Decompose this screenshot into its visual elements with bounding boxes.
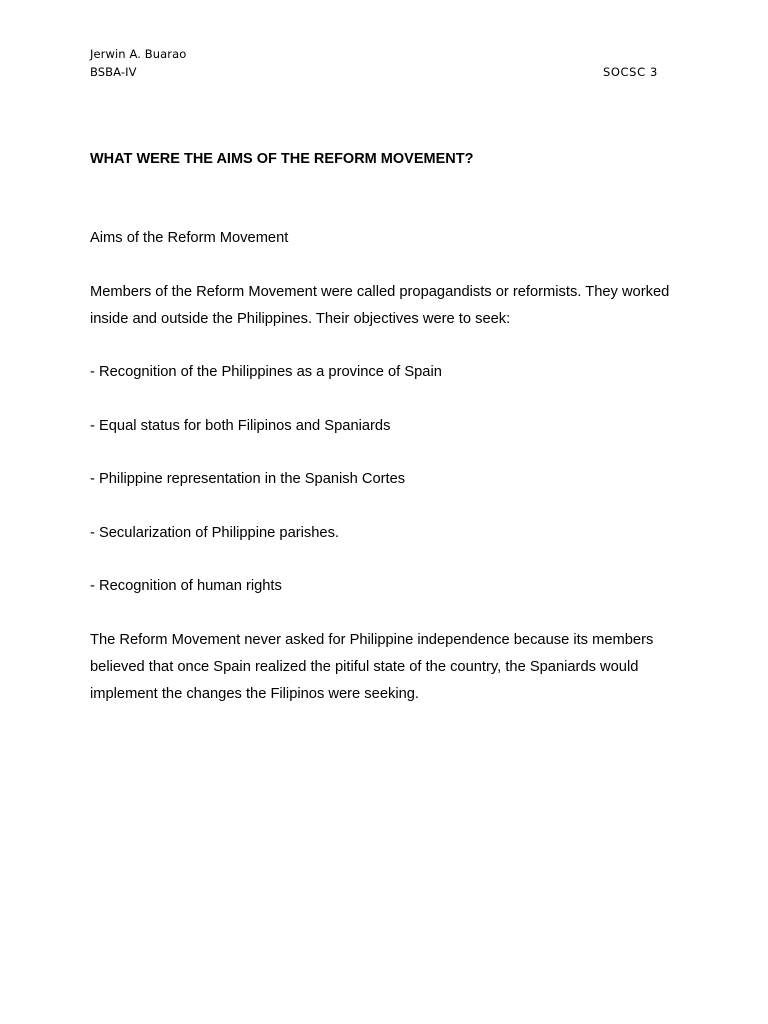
aim-list-item: - Recognition of human rights: [90, 578, 282, 594]
aim-list-item: - Secularization of Philippine parishes.: [90, 525, 340, 541]
aim-list-item: - Equal status for both Filipinos and Spaniards: [90, 418, 391, 434]
intro-paragraph: Members of the Reform Movement were called propagandists or reformists. They worked inside and outside the Philippines. Their objectives were to seek:: [90, 284, 670, 327]
aim-list-item: - Philippine representation in the Spanish Cortes: [90, 471, 406, 487]
closing-paragraph: The Reform Movement never asked for Philippine independence because its members believed that once Spain realized the pitiful state of the country, the Spaniards would implement the changes the Filipinos were seeking.: [90, 632, 654, 702]
document-heading: WHAT WERE THE AIMS OF THE REFORM MOVEMENT?: [90, 151, 474, 167]
aim-list-item: - Recognition of the Philippines as a province of Spain: [90, 364, 442, 380]
author-name: Jerwin A. Buarao: [90, 47, 187, 61]
subject-code: SOCSC 3: [603, 65, 658, 79]
author-course: BSBA-IV: [90, 65, 137, 79]
section-subtitle: Aims of the Reform Movement: [90, 230, 289, 246]
